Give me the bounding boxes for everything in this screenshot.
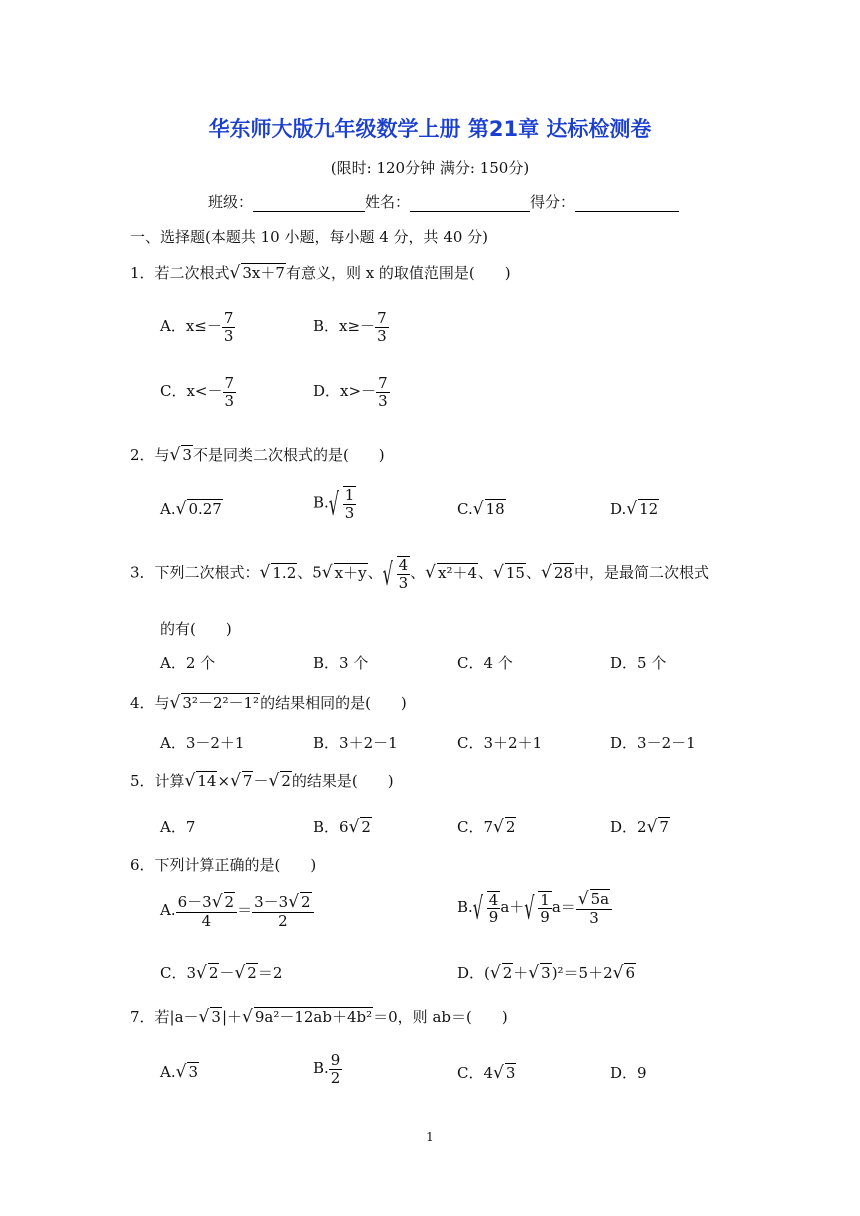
q7-option-d[interactable]: D．9 — [610, 1064, 647, 1082]
q7-option-a[interactable]: A.√ 3 — [160, 1062, 198, 1082]
q3-option-d[interactable]: D．5 个 — [610, 654, 667, 672]
question-7-stem: 7．若|a－√ 3|＋√ 9a²－12ab＋4b²＝0，则 ab＝( ) — [130, 1007, 508, 1027]
q2-option-d[interactable]: D.√ 12 — [610, 499, 659, 519]
q3-option-a[interactable]: A．2 个 — [160, 654, 216, 672]
name-blank[interactable] — [410, 195, 530, 212]
class-label: 班级： — [208, 193, 254, 211]
page-number: 1 — [426, 1130, 434, 1144]
q1-text-a: 1．若二次根式 — [130, 264, 230, 282]
q6-option-c[interactable]: C．3√ 2－√ 2＝2 — [160, 963, 283, 983]
q1-option-c[interactable]: C．x<－ $\frac{7}{3}$ — [160, 374, 235, 410]
q4-option-d[interactable]: D．3－2－1 — [610, 734, 696, 752]
score-label: 得分： — [530, 193, 576, 211]
q4-option-c[interactable]: C．3＋2＋1 — [457, 734, 543, 752]
q3-option-c[interactable]: C．4 个 — [457, 654, 513, 672]
question-1-stem — [130, 262, 511, 283]
question-6-stem: 6．下列计算正确的是( ) — [130, 856, 317, 874]
q1-radicand: 3x＋7 — [242, 264, 285, 282]
student-info-fields — [208, 191, 679, 212]
q2-option-c[interactable]: C.√ 18 — [457, 499, 505, 519]
q2-option-a[interactable]: A.√ 0.27 — [160, 499, 222, 519]
q5-option-c[interactable]: C．7√ 2 — [457, 817, 516, 837]
q7-option-b[interactable]: B. $\frac{9}{2}$ — [313, 1051, 341, 1087]
time-limit-subtitle: (限时: 120分钟 满分: 150分) — [330, 159, 530, 177]
q5-option-d[interactable]: D．2√ 7 — [610, 817, 669, 837]
question-3-stem-line2: 的有( ) — [160, 620, 232, 638]
q6-option-b[interactable]: B. √ $\frac{4}{9}$ a＋ √ $\frac{1}{9}$ a＝ $\frac{√ 5a}{3}$ — [457, 890, 612, 926]
question-3-stem: 3．下列二次根式：√ 1.2、5√ x＋y、 √ $\frac{4}{3}$ 、√ x²＋4、√ 15、√ 28中，是最简二次根式 — [130, 556, 709, 591]
q6-option-a[interactable]: A. $\frac{6-3√ 2}{4}$ ＝ $\frac{3-3√ 2}{2}$ — [160, 893, 314, 929]
question-4-stem: 4．与√ 3²－2²－1²的结果相同的是( ) — [130, 693, 407, 713]
section-heading: 一、选择题(本题共 10 小题，每小题 4 分，共 40 分) — [130, 228, 489, 246]
q2-option-b[interactable]: B. √ $\frac{1}{3}$ — [313, 486, 356, 521]
radical-icon: √ — [229, 263, 241, 283]
name-label: 姓名： — [365, 193, 411, 211]
q7-option-c[interactable]: C．4√ 3 — [457, 1063, 516, 1083]
q5-option-b[interactable]: B．6√ 2 — [313, 817, 371, 837]
q4-option-b[interactable]: B．3＋2－1 — [313, 734, 398, 752]
q1-option-a[interactable]: A．x≤－ $\frac{7}{3}$ — [160, 309, 234, 345]
question-5-stem: 5．计算√ 14×√ 7－√ 2的结果是( ) — [130, 771, 394, 791]
q5-option-a[interactable]: A．7 — [160, 818, 196, 836]
page-title: 华东师大版九年级数学上册 第21章 达标检测卷 — [208, 117, 652, 141]
q1-option-b[interactable]: B．x≥－ $\frac{7}{3}$ — [313, 309, 387, 345]
q6-option-d[interactable]: D．(√ 2＋√ 3)²＝5＋2√ 6 — [457, 963, 636, 983]
q3-option-b[interactable]: B．3 个 — [313, 654, 369, 672]
q4-option-a[interactable]: A．3－2＋1 — [160, 734, 245, 752]
question-2-stem: 2．与√ 3不是同类二次根式的是( ) — [130, 445, 385, 465]
q1-text-b: 有意义，则 x 的取值范围是( ) — [285, 264, 511, 282]
q1-option-d[interactable]: D．x>－ $\frac{7}{3}$ — [313, 374, 388, 410]
class-blank[interactable] — [253, 195, 365, 212]
score-blank[interactable] — [575, 195, 679, 212]
radical-icon: √ — [169, 445, 181, 465]
